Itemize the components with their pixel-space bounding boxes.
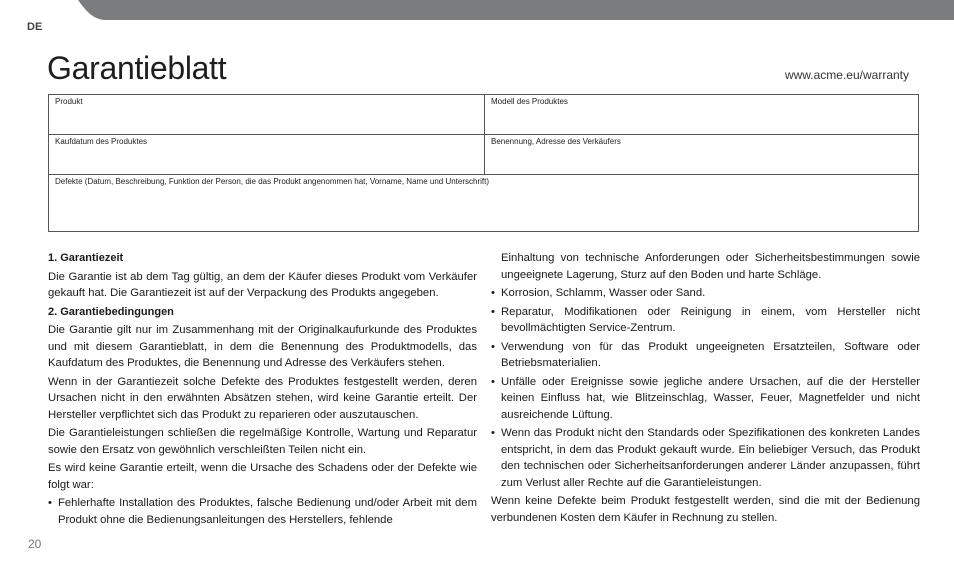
section-heading-warranty-period: 1. Garantiezeit — [48, 252, 124, 264]
left-text-column — [48, 250, 477, 530]
section-heading-warranty-conditions: 2. Garantiebedingungen — [48, 305, 174, 318]
paragraph: Die Garantie gilt nur im Zusammenhang mit der Originalkaufurkunde des Produktes und mit diesem Garantieblatt, in dem die Benennung des Produktmodells, das Kaufdatum des Produktes, die Benennung und Adresse des Verkäufers stehen. — [48, 324, 477, 369]
header-tab-bar — [0, 0, 954, 20]
header-tab-shape — [78, 0, 954, 20]
bullet-icon: • — [48, 497, 52, 509]
right-text-column — [491, 250, 920, 528]
field-purchase-date[interactable]: Kaufdatum des Produktes — [55, 137, 148, 146]
bullet-icon: • — [491, 287, 495, 299]
list-item-text: Reparatur, Modifikationen oder Reinigung in einem, vom Hersteller nicht bevollmächtigten Service-Zentrum. — [501, 305, 920, 334]
list-item-continuation: Einhaltung von technische Anforderungen oder Sicherheitsbestimmungen sowie ungeeignete Lagerung, Sturz auf den Boden und harte Schläge. — [501, 252, 920, 281]
field-product[interactable]: Produkt — [55, 97, 83, 106]
paragraph: Wenn keine Defekte beim Produkt festgestellt werden, sind die mit der Bedienung verbundenen Kosten dem Käufer in Rechnung zu stellen. — [491, 495, 920, 524]
list-item — [491, 425, 920, 491]
paragraph: Die Garantie ist ab dem Tag gültig, an dem der Käufer dieses Produkt vom Verkäufer gekauft hat. Die Garantiezeit ist auf der Verpackung des Produkts angegeben. — [48, 270, 477, 299]
field-model[interactable]: Modell des Produktes — [491, 97, 568, 106]
field-defects[interactable]: Defekte (Datum, Beschreibung, Funktion der Person, die das Produkt angenommen hat, Vorname, Name und Unterschrift) — [55, 177, 489, 186]
language-code: DE — [27, 21, 43, 33]
list-item-text: Fehlerhafte Installation des Produktes, falsche Bedienung und/oder Arbeit mit dem Produkt ohne die Bedienungsanleitungen des Herstellers, fehlende — [58, 497, 477, 526]
paragraph: Es wird keine Garantie erteilt, wenn die Ursache des Schadens oder der Defekte wie folgt war: — [48, 462, 477, 491]
paragraph: Die Garantieleistungen schließen die regelmäßige Kontrolle, Wartung und Reparatur sowie den Ersatz von gewöhnlich verschleißten Teilen nicht ein. — [48, 427, 477, 456]
warranty-form — [48, 94, 919, 232]
warranty-url: www.acme.eu/warranty — [784, 68, 909, 82]
page-title: Garantieblatt — [47, 50, 227, 86]
exclusion-list — [491, 285, 920, 491]
list-item — [491, 285, 920, 302]
list-item — [491, 339, 920, 372]
list-item — [491, 304, 920, 337]
bullet-icon: • — [491, 340, 495, 353]
list-item — [48, 495, 477, 528]
bullet-icon: • — [491, 427, 495, 439]
page-number: 20 — [28, 537, 42, 551]
list-item — [491, 374, 920, 424]
list-item-text: Unfälle oder Ereignisse sowie jegliche andere Ursachen, auf die der Hersteller keinen Einfluss hat, wie Blitzeinschlag, Wasser, Feuer, Magnetfelder und nicht ausreichende Lüftung. — [501, 375, 920, 421]
list-item-text: Verwendung von für das Produkt ungeeigneten Ersatzteilen, Software oder Betriebsmaterialien. — [501, 340, 920, 369]
exclusion-list — [48, 495, 477, 528]
list-item-text: Wenn das Produkt nicht den Standards oder Spezifikationen des konkreten Landes entspricht, in dem das Produkt gekauft wurde. Ein beliebiger Versuch, das Produkt den technischen oder Sicherheitsanforderungen anderer Länder anzupassen, führt zum Verlust aller Rechte auf die Garantieleistungen. — [501, 427, 920, 489]
list-item-text: Korrosion, Schlamm, Wasser oder Sand. — [501, 287, 706, 299]
bullet-icon: • — [491, 305, 495, 318]
field-seller[interactable]: Benennung, Adresse des Verkäufers — [491, 137, 621, 146]
bullet-icon: • — [491, 375, 495, 388]
paragraph: Wenn in der Garantiezeit solche Defekte des Produktes festgestellt werden, deren Ursachen nicht in den erwähnten Absätzen stehen, wird keine Garantie erteilt. Der Hersteller verpflichtet sich das Produkt zu reparieren oder auszutauschen. — [48, 375, 477, 421]
